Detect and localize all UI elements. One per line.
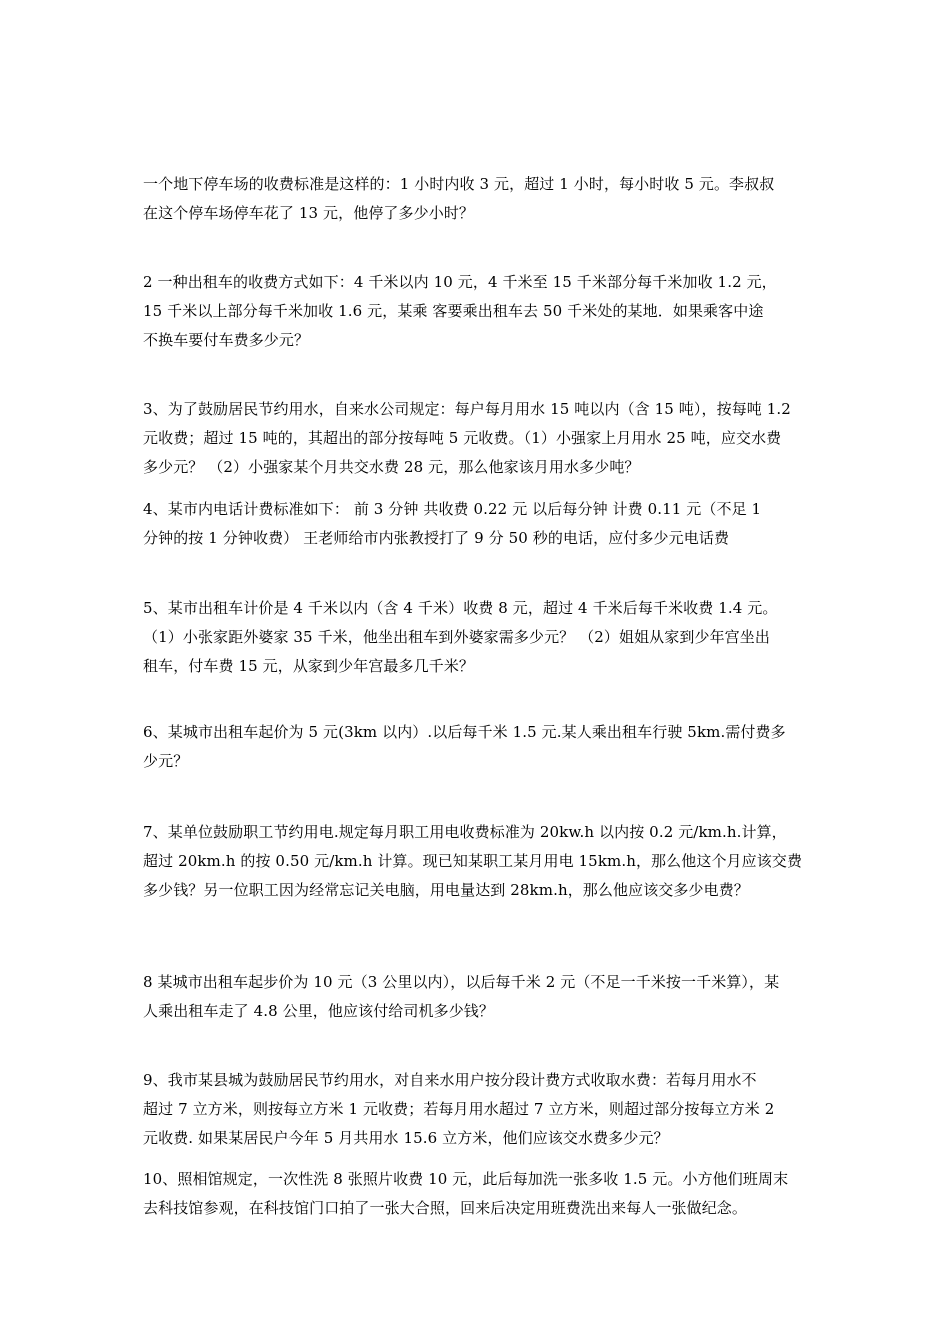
problem-8 [143, 968, 815, 1026]
problem-text-line: 15 千米以上部分每千米加收 1.6 元，某乘 客要乘出租车去 50 千米处的某地．如果乘客中途 [143, 302, 764, 320]
problem-text-line: 超过 20km.h 的按 0.50 元/km.h 计算。现已知某职工某月用电 15km.h，那么他这个月应该交费 [143, 852, 803, 870]
problem-10 [143, 1165, 815, 1223]
problem-text-line: 10、照相馆规定，一次性洗 8 张照片收费 10 元，此后每加洗一张多收 1.5 元。小方他们班周末 [143, 1170, 789, 1188]
problem-text-line: 去科技馆参观，在科技馆门口拍了一张大合照，回来后决定用班费洗出来每人一张做纪念。 [143, 1199, 748, 1217]
problem-text-line: 元收费；超过 15 吨的，其超出的部分按每吨 5 元收费。（1）小强家上月用水 25 吨，应交水费 [143, 429, 782, 447]
problem-text-line: 超过 7 立方米，则按每立方米 1 元收费；若每月用水超过 7 立方米，则超过部分按每立方米 2 [143, 1100, 775, 1118]
problem-text-line: 少元？ [143, 752, 189, 770]
problem-text-line: 4、某市内电话计费标准如下： 前 3 分钟 共收费 0.22 元 以后每分钟 计费 0.11 元（不足 1 [143, 500, 762, 518]
problem-text-line: （1）小张家距外婆家 35 千米，他坐出租车到外婆家需多少元？ （2）姐姐从家到少年宫坐出 [143, 628, 770, 646]
problem-text-line: 租车，付车费 15 元，从家到少年宫最多几千米？ [143, 657, 475, 675]
problem-text-line: 一个地下停车场的收费标准是这样的：1 小时内收 3 元，超过 1 小时，每小时收 5 元。李叔叔 [143, 175, 775, 193]
problem-text-line: 不换车要付车费多少元？ [143, 331, 310, 349]
problem-text-line: 分钟的按 1 分钟收费） 王老师给市内张教授打了 9 分 50 秒的电话，应付多少元电话费 [143, 529, 730, 547]
problem-text-line: 在这个停车场停车花了 13 元，他停了多少小时？ [143, 204, 475, 222]
problem-7 [143, 818, 815, 905]
problem-3 [143, 395, 815, 482]
problem-text-line: 5、某市出租车计价是 4 千米以内（含 4 千米）收费 8 元，超过 4 千米后每千米收费 1.4 元。 [143, 599, 778, 617]
problem-text-line: 6、某城市出租车起价为 5 元(3km 以内）.以后每千米 1.5 元.某人乘出租车行驶 5km.需付费多 [143, 723, 786, 741]
problem-text-line: 7、某单位鼓励职工节约用电.规定每月职工用电收费标准为 20kw.h 以内按 0.2 元/km.h.计算， [143, 823, 787, 841]
problem-text-line: 3、为了鼓励居民节约用水，自来水公司规定：每户每月用水 15 吨以内（含 15 吨），按每吨 1.2 [143, 400, 791, 418]
problem-5 [143, 594, 815, 681]
problem-text-line: 多少元？ （2）小强家某个月共交水费 28 元，那么他家该月用水多少吨？ [143, 458, 640, 476]
problem-9 [143, 1066, 815, 1153]
problem-text-line: 2 一种出租车的收费方式如下：4 千米以内 10 元，4 千米至 15 千米部分每千米加收 1.2 元， [143, 273, 777, 291]
problem-4 [143, 495, 815, 553]
problem-text-line: 多少钱？另一位职工因为经常忘记关电脑，用电量达到 28km.h，那么他应该交多少电费？ [143, 881, 749, 899]
problem-6 [143, 718, 815, 776]
problem-text-line: 8 某城市出租车起步价为 10 元（3 公里以内），以后每千米 2 元（不足一千米按一千米算），某 [143, 973, 780, 991]
problem-text-line: 元收费. 如果某居民户今年 5 月共用水 15.6 立方米，他们应该交水费多少元？ [143, 1129, 669, 1147]
problem-text-line: 9、我市某县城为鼓励居民节约用水，对自来水用户按分段计费方式收取水费：若每月用水不 [143, 1071, 757, 1089]
problem-text-line: 人乘出租车走了 4.8 公里，他应该付给司机多少钱？ [143, 1002, 494, 1020]
problem-1 [143, 170, 815, 228]
problem-2 [143, 268, 815, 355]
